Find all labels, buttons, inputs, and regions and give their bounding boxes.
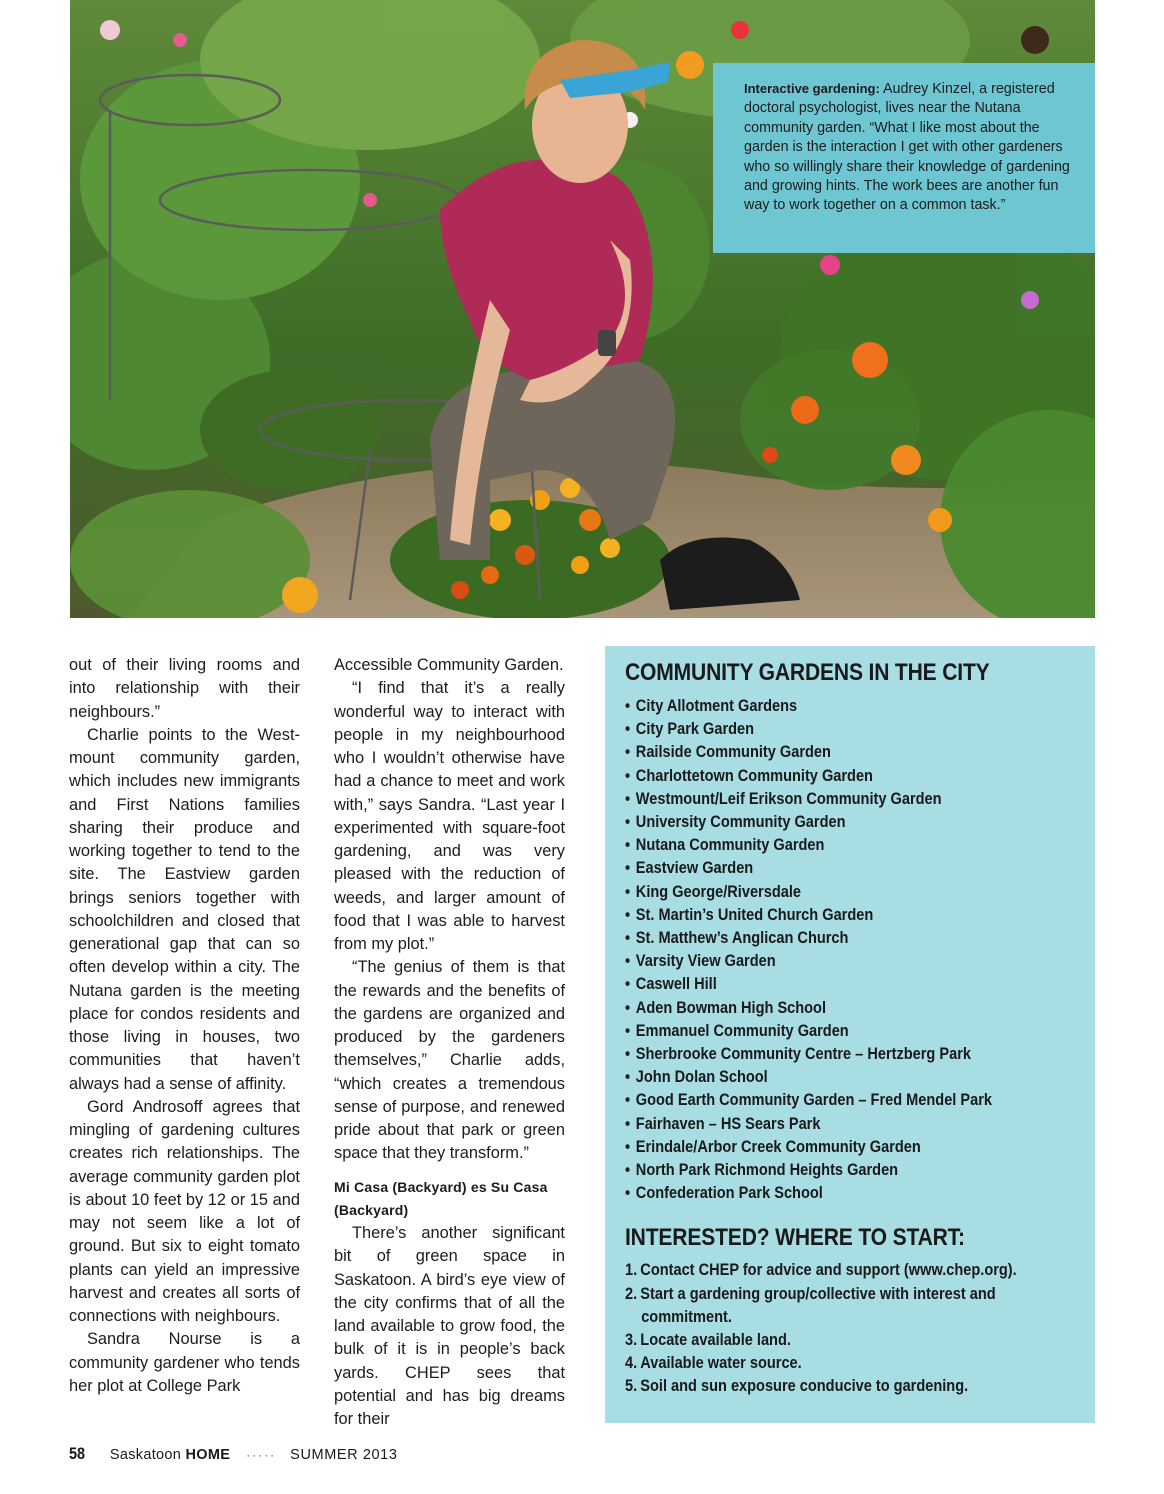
page-number: 58 xyxy=(69,1444,86,1463)
garden-list-item: • Varsity View Garden xyxy=(625,950,1032,973)
garden-list-item: • Fairhaven – HS Sears Park xyxy=(625,1113,1032,1136)
paragraph: “I find that it’s a really wonderful way to interact with people in my neighbourhood who I wouldn’t otherwise have had a chance to meet and work with,” says Sandra. “Last year I experimented with square-foot gardening, and was very pleased with the reduction of weeds, and larger amount of food that I was able to harvest from my plot.” xyxy=(334,679,565,953)
garden-list-item: • Caswell Hill xyxy=(625,973,1032,996)
garden-list xyxy=(625,695,1077,1205)
paragraph: Sandra Nourse is a community gardener who tends her plot at College Park xyxy=(69,1330,300,1395)
article-column-2 xyxy=(334,654,565,1431)
start-step: 2. Start a gardening group/collective with interest and commitment. xyxy=(625,1284,996,1326)
article-column-1 xyxy=(69,654,300,1398)
footer-separator: ····· xyxy=(246,1448,277,1462)
issue-label: SUMMER 2013 xyxy=(290,1447,398,1463)
paragraph: out of their living rooms and into relationship with their neighbours.” xyxy=(69,656,300,721)
garden-list-item: • Eastview Garden xyxy=(625,857,1032,880)
paragraph: Accessible Community Garden. xyxy=(334,656,564,674)
page-footer xyxy=(69,1444,398,1466)
garden-list-item: • Aden Bowman High School xyxy=(625,997,1032,1020)
garden-list-item: • Sherbrooke Community Centre – Hertzberg Park xyxy=(625,1043,1032,1066)
paragraph: “The genius of them is that the rewards and the benefits of the gardens are organized and produced by the gardeners themselves,” Charlie adds, “which creates a tremendous sense of purpose, and renewed pride about that park or green space that they transform.” xyxy=(334,958,565,1163)
start-steps-list xyxy=(625,1259,1077,1398)
garden-list-item: • King George/Riversdale xyxy=(625,881,1032,904)
caption-lead: Interactive gardening: xyxy=(744,81,880,96)
paragraph: Gord Androsoff agrees that mingling of gardening cultures creates rich relationships. The average community garden plot is about 10 feet by 12 or 15 and may not seem like a lot of ground. But six to eight tomato plants can yield an impressive harvest and creates all sorts of connections with neighbours. xyxy=(69,1097,300,1325)
community-gardens-sidebar xyxy=(605,646,1095,1423)
start-step: 3. Locate available land. xyxy=(625,1331,791,1350)
sidebar-title: COMMUNITY GARDENS IN THE CITY xyxy=(625,659,990,686)
garden-list-item: • John Dolan School xyxy=(625,1066,1032,1089)
garden-list-item: • Westmount/Leif Erikson Community Garden xyxy=(625,788,1032,811)
garden-list-item: • Emmanuel Community Garden xyxy=(625,1020,1032,1043)
garden-list-item: • St. Martin’s United Church Garden xyxy=(625,904,1032,927)
garden-list-item: • City Park Garden xyxy=(625,718,1032,741)
publication-name: Saskatoon HOME xyxy=(109,1447,231,1463)
garden-list-item: • Nutana Community Garden xyxy=(625,834,1032,857)
garden-list-item: • Erindale/Arbor Creek Community Garden xyxy=(625,1136,1032,1159)
start-step: 5. Soil and sun exposure conducive to gardening. xyxy=(625,1377,969,1396)
garden-list-item: • Confederation Park School xyxy=(625,1182,1032,1205)
paragraph: Charlie points to the Westmount community garden, which includes new immigrants and First Nations families sharing their produce and working together to tend to the site. The Eastview garden brings seniors together with schoolchildren and closed that generational gap that can so often develop within a city. The Nutana garden is the meeting place for condos residents and those living in houses, two communities that haven’t always had a sense of affinity. xyxy=(69,725,300,1093)
paragraph: There’s another significant bit of green space in Saskatoon. A bird’s eye view of the city confirms that of all the land available to grow food, the bulk of it is in people’s back yards. CHEP sees that potential and has big dreams for their xyxy=(334,1224,565,1428)
photo-caption xyxy=(713,63,1095,253)
garden-list-item: • Good Earth Community Garden – Fred Mendel Park xyxy=(625,1089,1032,1112)
garden-list-item: • City Allotment Gardens xyxy=(625,695,1032,718)
start-step: 1. Contact CHEP for advice and support (www.chep.org). xyxy=(625,1261,1017,1280)
start-step: 4. Available water source. xyxy=(625,1354,802,1373)
section-subhead: Mi Casa (Backyard) es Su Casa (Backyard) xyxy=(334,1178,548,1218)
garden-list-item: • Railside Community Garden xyxy=(625,741,1032,764)
garden-list-item: • St. Matthew’s Anglican Church xyxy=(625,927,1032,950)
start-title: INTERESTED? WHERE TO START: xyxy=(625,1224,965,1252)
caption-body: Audrey Kinzel, a registered doctoral psychologist, lives near the Nutana community garden. “What I like most about the garden is the interaction I get with other gardeners who so willingly share their knowledge of gardening and growing hints. The work bees are another fun way to work together on a common task.” xyxy=(744,81,1070,214)
garden-list-item: • Charlottetown Community Garden xyxy=(625,765,1032,788)
garden-list-item: • North Park Richmond Heights Garden xyxy=(625,1159,1032,1182)
garden-list-item: • University Community Garden xyxy=(625,811,1032,834)
